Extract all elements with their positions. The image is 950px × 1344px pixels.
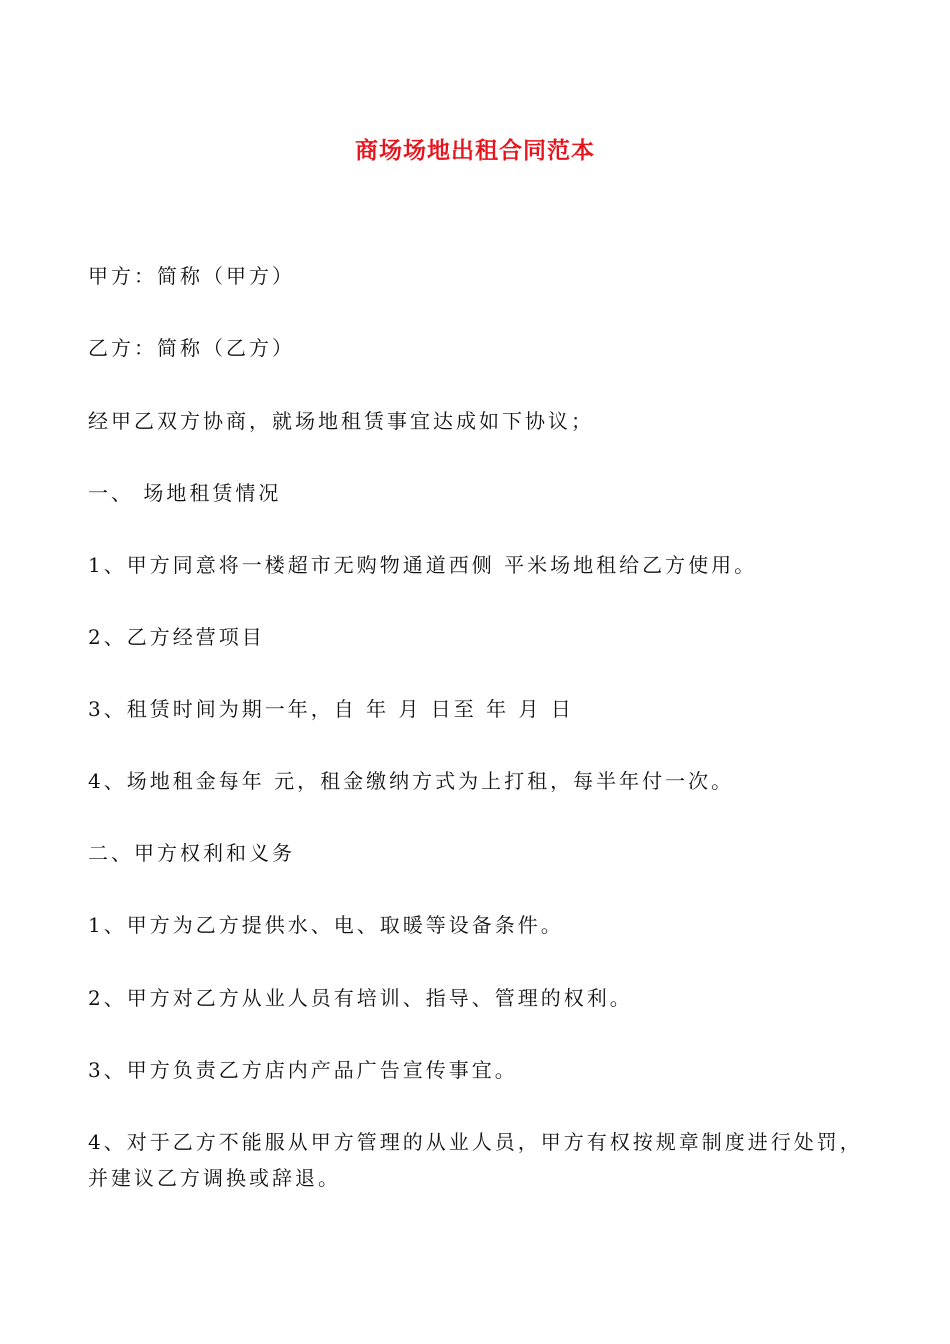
party-a-clause-3: 3、甲方负责乙方店内产品广告宣传事宜。	[88, 1058, 518, 1082]
section-heading-party-a: 二、甲方权利和义务	[88, 841, 295, 865]
document-title: 商场场地出租合同范本	[355, 138, 595, 164]
party-a-clause-1: 1、甲方为乙方提供水、电、取暖等设备条件。	[88, 913, 564, 937]
lease-clause-1: 1、甲方同意将一楼超市无购物通道西侧 平米场地租给乙方使用。	[88, 553, 758, 577]
party-b-line: 乙方：简称（乙方）	[88, 336, 295, 360]
party-a-line: 甲方：简称（甲方）	[88, 264, 295, 288]
lease-clause-3: 3、租赁时间为期一年，自 年 月 日至 年 月 日	[88, 697, 574, 721]
agreement-intro: 经甲乙双方协商，就场地租赁事宜达成如下协议；	[88, 409, 594, 433]
lease-clause-2: 2、乙方经营项目	[88, 625, 265, 649]
lease-clause-4: 4、场地租金每年 元，租金缴纳方式为上打租，每半年付一次。	[88, 769, 735, 793]
party-a-clause-4: 4、对于乙方不能服从甲方管理的从业人员，甲方有权按规章制度进行处罚，并建议乙方调换或辞退。	[88, 1130, 863, 1190]
party-a-clause-2: 2、甲方对乙方从业人员有培训、指导、管理的权利。	[88, 986, 633, 1010]
section-heading-lease: 一、 场地租赁情况	[88, 481, 282, 505]
